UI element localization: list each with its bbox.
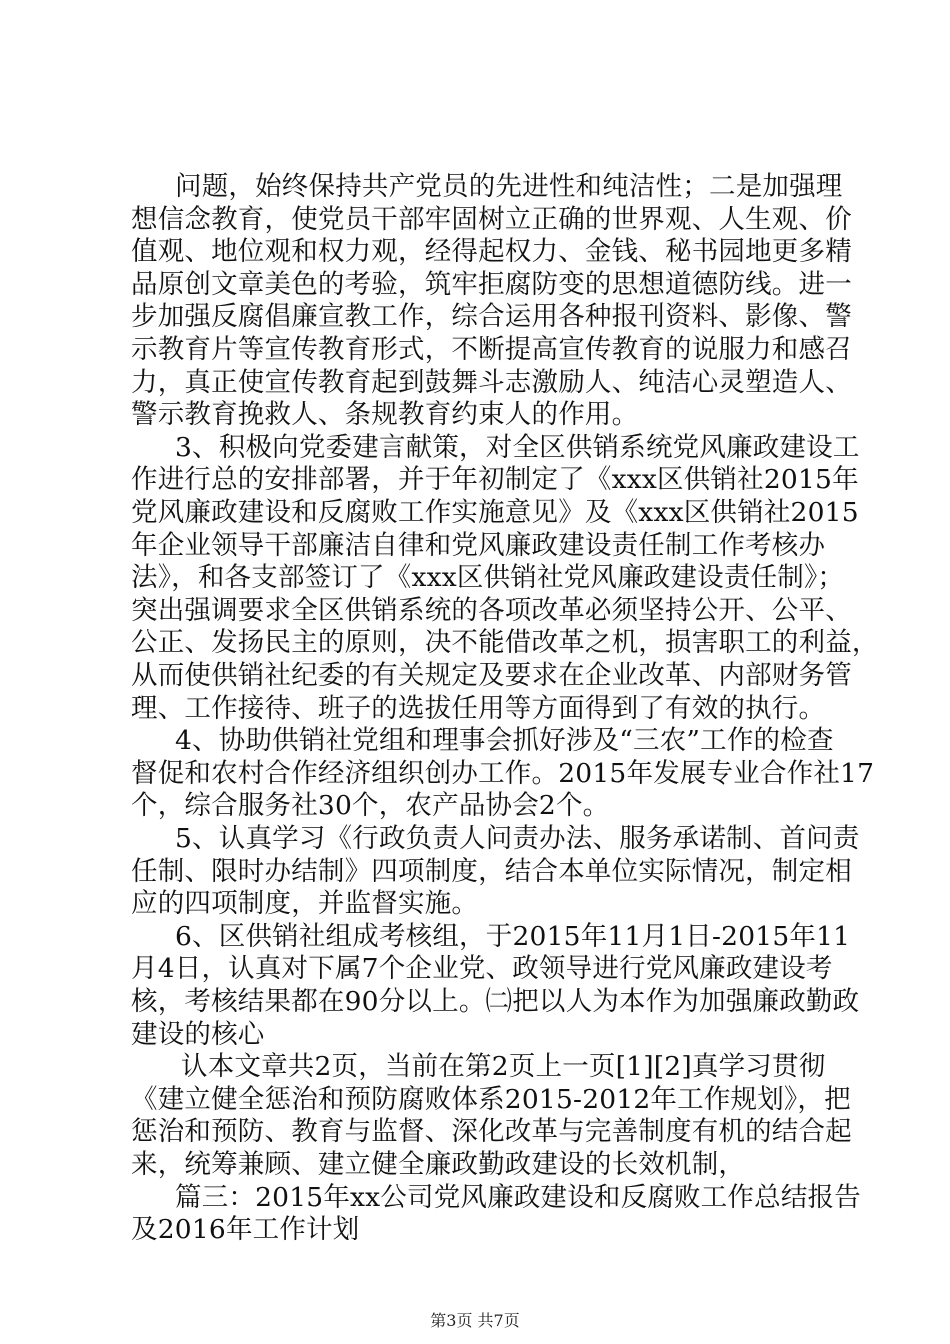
paragraph-line: 公正、发扬民主的原则，决不能借改革之机，损害职工的利益，	[131, 627, 879, 659]
paragraph-line: 问题，始终保持共产党员的先进性和纯洁性；二是加强理	[175, 171, 843, 202]
paragraph-line: 年企业领导干部廉洁自律和党风廉政建设责任制工作考核办	[131, 529, 826, 561]
paragraph-line: 步加强反腐倡廉宣教工作，综合运用各种报刊资料、影像、警	[131, 301, 852, 333]
paragraph-line: 任制、限时办结制》四项制度，结合本单位实际情况，制定相	[131, 855, 852, 887]
paragraph-line: 4、协助供销社党组和理事会抓好涉及“三农”工作的检查	[175, 725, 834, 757]
paragraph-line: 法》，和各支部签订了《xxx区供销社党风廉政建设责任制》；	[131, 562, 845, 594]
paragraph-line: 月4日，认真对下属7个企业党、政领导进行党风廉政建设考	[131, 953, 833, 985]
paragraph-line: 党风廉政建设和反腐败工作实施意见》及《xxx区供销社2015	[131, 497, 859, 528]
paragraph-line: 从而使供销社纪委的有关规定及要求在企业改革、内部财务管	[131, 660, 852, 691]
paragraph-line: 警示教育挽救人、条规教育约束人的作用。	[131, 399, 639, 431]
paragraph-line: 示教育片等宣传教育形式，不断提高宣传教育的说服力和感召	[131, 334, 852, 365]
paragraph-line: 个，综合服务社30个，农产品协会2个。	[131, 790, 610, 822]
paragraph-line: 6、区供销社组成考核组，于2015年11月1日-2015年11	[175, 920, 851, 952]
paragraph-line: 来，统筹兼顾、建立健全廉政勤政建设的长效机制，	[131, 1149, 746, 1180]
paragraph-line: 3、积极向党委建言献策，对全区供销系统党风廉政建设工	[175, 431, 860, 463]
paragraph-line: 核，考核结果都在90分以上。㈡把以人为本作为加强廉政勤政	[131, 986, 860, 1017]
paragraph-line: 篇三：2015年xx公司党风廉政建设和反腐败工作总结报告	[175, 1181, 861, 1213]
paragraph-line: 理、工作接待、班子的选拔任用等方面得到了有效的执行。	[131, 692, 826, 724]
paragraph-line: 5、认真学习《行政负责人问责办法、服务承诺制、首问责	[175, 823, 860, 854]
paragraph-line: 力，真正使宣传教育起到鼓舞斗志激励人、纯洁心灵塑造人、	[131, 366, 852, 398]
paragraph-line: 想信念教育，使党员干部牢固树立正确的世界观、人生观、价	[131, 203, 852, 235]
paragraph-line: 应的四项制度，并监督实施。	[131, 888, 479, 920]
paragraph-line: 督促和农村合作经济组织创办工作。2015年发展专业合作社17	[131, 757, 875, 789]
paragraph-line: 作进行总的安排部署，并于年初制定了《xxx区供销社2015年	[131, 464, 859, 496]
paragraph-line: 惩治和预防、教育与监督、深化改革与完善制度有机的结合起	[131, 1116, 852, 1148]
paragraph-line: 认本文章共2页，当前在第2页上一页[1][2]真学习贯彻	[181, 1051, 826, 1083]
paragraph-line: 建设的核心	[131, 1018, 265, 1050]
paragraph-line: 突出强调要求全区供销系统的各项改革必须坚持公开、公平、	[131, 594, 852, 626]
paragraph-line: 及2016年工作计划	[131, 1214, 360, 1246]
paragraph-line: 品原创文章美色的考验，筑牢拒腐防变的思想道德防线。进一	[131, 268, 852, 300]
page-number-footer: 第3页 共7页	[430, 1311, 520, 1331]
paragraph-line: 《建立健全惩治和预防腐败体系2015-2012年工作规划》，把	[131, 1083, 851, 1115]
paragraph-line: 值观、地位观和权力观，经得起权力、金钱、秘书园地更多精	[131, 236, 852, 268]
